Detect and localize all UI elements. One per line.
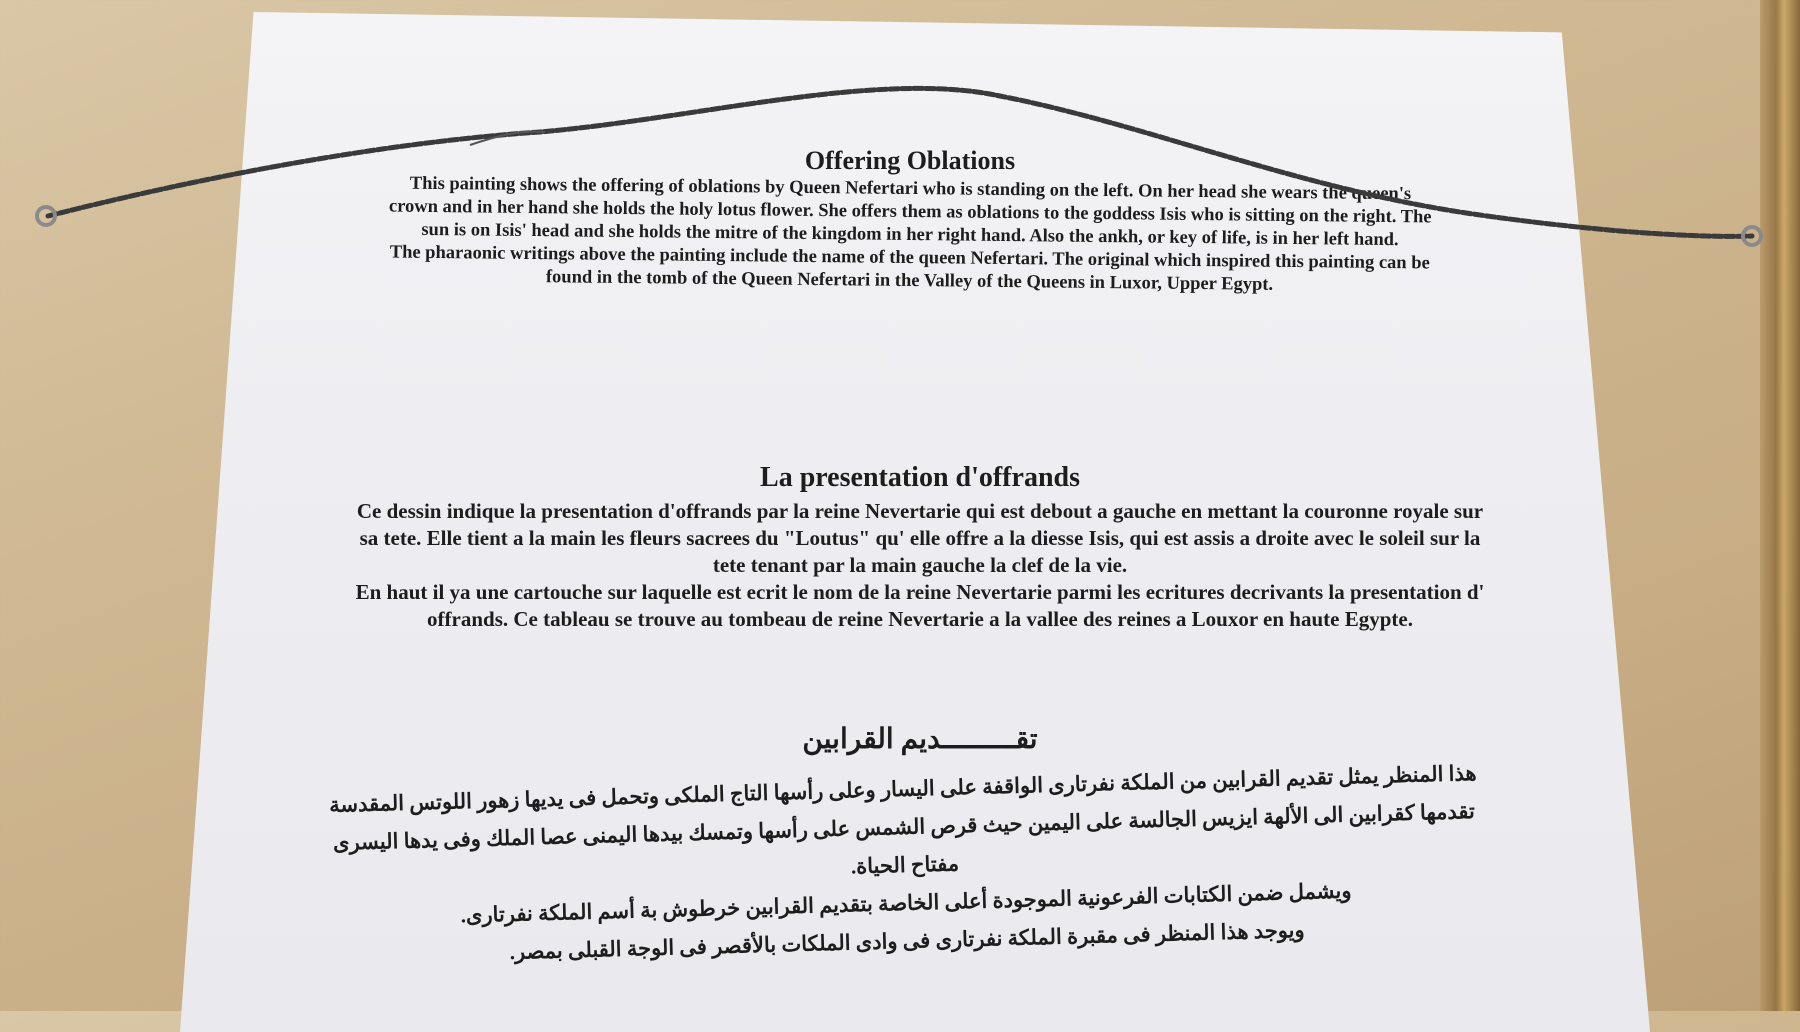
hanging-cord [48, 88, 1752, 236]
arabic-paragraph-2: ويشمل ضمن الكتابات الفرعونية الموجودة أعلى الخاصة بتقديم القرابين خرطوش بة أسم الملكة نفرتارى. [460, 878, 1352, 928]
french-paragraph-2: En haut il ya une cartouche sur laquelle est ecrit le nom de la reine Nevertarie parmi les ecritures decrivants la presentation d' offrands. Ce tableau se trouve au tombeau de reine Nevertarie a la vallee des reines a Louxor en haute Egypte. [355, 580, 1485, 631]
english-paragraph-2: The pharaonic writings above the painting include the name of the queen Nefertari. The original which inspired this painting can be found in the tomb of the Queen Nefertari in the Valley of the Queens in Luxor, Upper Egypt. [389, 242, 1430, 295]
arabic-paragraph-1: هذا المنظر يمثل تقديم القرابين من الملكة نفرتارى الواقفة على اليسار وعلى رأسها التاج الملكى وتحمل فى يديها زهور اللوتس المقدسة تقدمها كقرابين الى الألهة ايزيس الجالسة على اليمين حيث قرص الشمس على رأسها وتمسك بيدها اليمنى عصا الملك وفى يدها اليسرى مفتاح الحياة. [328, 761, 1477, 879]
english-paragraph-1: This painting shows the offering of oblations by Queen Nefertari who is standing on the left. On her head she wears the queen's crown and in her hand she holds the holy lotus flower. She offers them as oblations to the goddess Isis who is sitting on the right. The sun is on Isis' head and she holds the mitre of the kingdom in her right hand. Also the ankh, or key of life, is in her left hand. [388, 173, 1432, 251]
english-title: Offering Oblations [804, 146, 1016, 175]
french-paragraph-1: Ce dessin indique la presentation d'offrands par la reine Nevertarie qui est debout a gauche en mettant la couronne royale sur sa tete. Elle tient a la main les fleurs sacrees du "Loutus" qu' elle offre a la diesse Isis, qui est assis a droite avec le soleil sur la tete tenant par la main gauche la clef de la vie. [356, 499, 1484, 577]
arabic-title: تقـــــــــديم القرابين [802, 724, 1038, 755]
french-title: La presentation d'offrands [760, 462, 1080, 493]
arabic-paragraph-3: ويوجد هذا المنظر فى مقبرة الملكة نفرتارى فى وادى الملكات بالأقصر فى الوجة القبلى بمصر. [509, 917, 1305, 965]
